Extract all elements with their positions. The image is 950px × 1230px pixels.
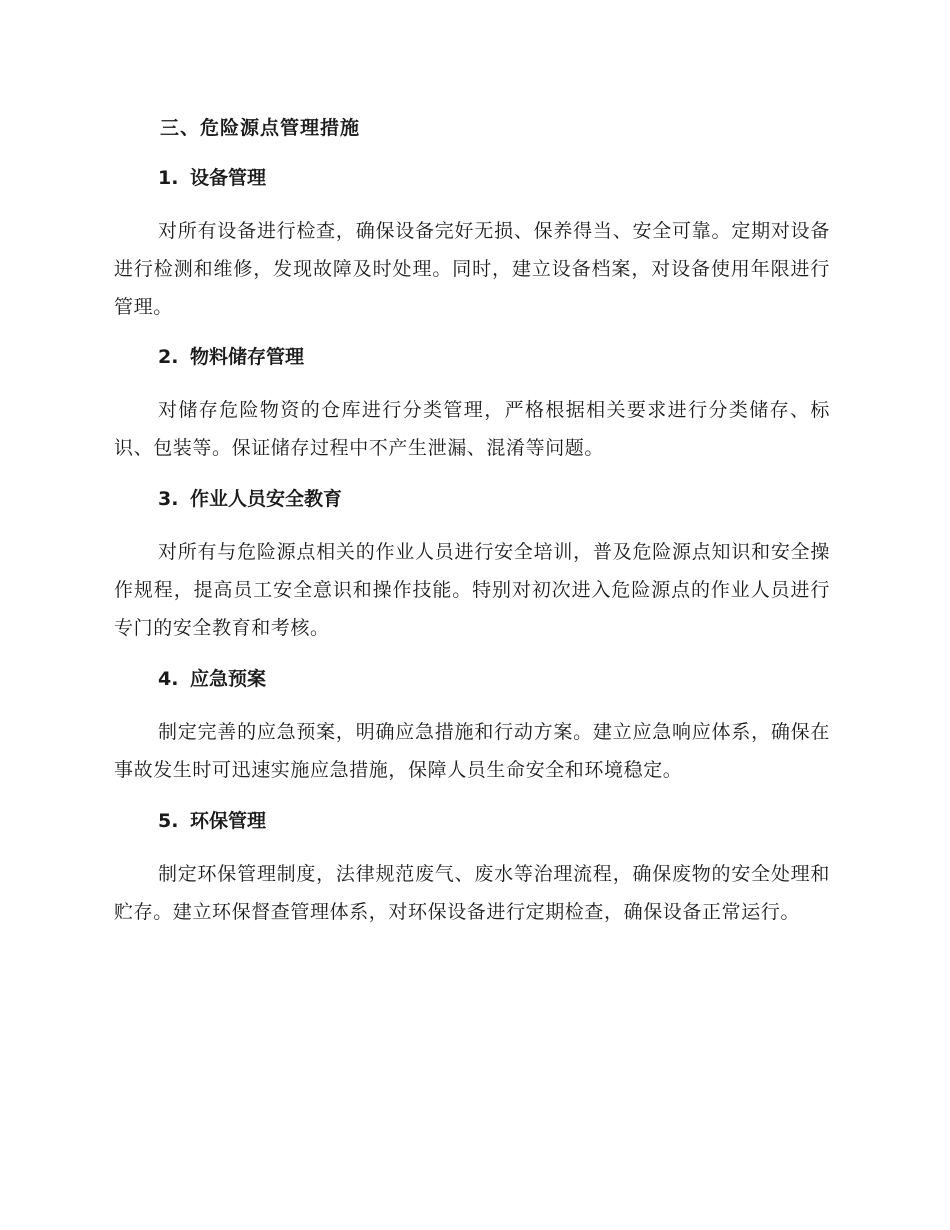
subsection-paragraph: 对储存危险物资的仓库进行分类管理，严格根据相关要求进行分类储存、标识、包装等。保证储存过程中不产生泄漏、混淆等问题。 bbox=[114, 399, 830, 459]
subsection-paragraph: 制定完善的应急预案，明确应急措施和行动方案。建立应急响应体系，确保在事故发生时可迅速实施应急措施，保障人员生命安全和环境稳定。 bbox=[114, 721, 830, 781]
subsection-heading bbox=[158, 664, 830, 694]
subsection-number: 1. bbox=[158, 167, 179, 189]
subsection-environmental bbox=[114, 806, 830, 931]
subsection-title: 环保管理 bbox=[190, 810, 267, 832]
subsection-title: 应急预案 bbox=[190, 668, 267, 690]
subsection-paragraph: 对所有与危险源点相关的作业人员进行安全培训，普及危险源点知识和安全操作规程，提高员工安全意识和操作技能。特别对初次进入危险源点的作业人员进行专门的安全教育和考核。 bbox=[114, 541, 830, 639]
subsection-paragraph: 对所有设备进行检查，确保设备完好无损、保养得当、安全可靠。定期对设备进行检测和维修，发现故障及时处理。同时，建立设备档案，对设备使用年限进行管理。 bbox=[114, 220, 830, 318]
subsection-number: 4. bbox=[158, 668, 179, 690]
subsection-title: 物料储存管理 bbox=[190, 346, 305, 368]
subsection-number: 2. bbox=[158, 346, 179, 368]
subsection-title: 设备管理 bbox=[190, 167, 267, 189]
subsection-number: 5. bbox=[158, 810, 179, 832]
subsection-material-storage bbox=[114, 342, 830, 467]
subsection-paragraph: 制定环保管理制度，法律规范废气、废水等治理流程，确保废物的安全处理和贮存。建立环保督查管理体系，对环保设备进行定期检查，确保设备正常运行。 bbox=[114, 863, 830, 923]
subsection-number: 3. bbox=[158, 488, 179, 510]
subsection-emergency-plan bbox=[114, 664, 830, 789]
subsection-title: 作业人员安全教育 bbox=[190, 488, 343, 510]
subsection-heading bbox=[158, 342, 830, 372]
subsection-heading bbox=[158, 163, 830, 193]
subsection-safety-education bbox=[114, 484, 830, 647]
subsection-heading bbox=[158, 806, 830, 836]
subsection-equipment bbox=[114, 163, 830, 326]
section-title: 三、危险源点管理措施 bbox=[160, 117, 361, 139]
subsection-heading bbox=[158, 484, 830, 514]
